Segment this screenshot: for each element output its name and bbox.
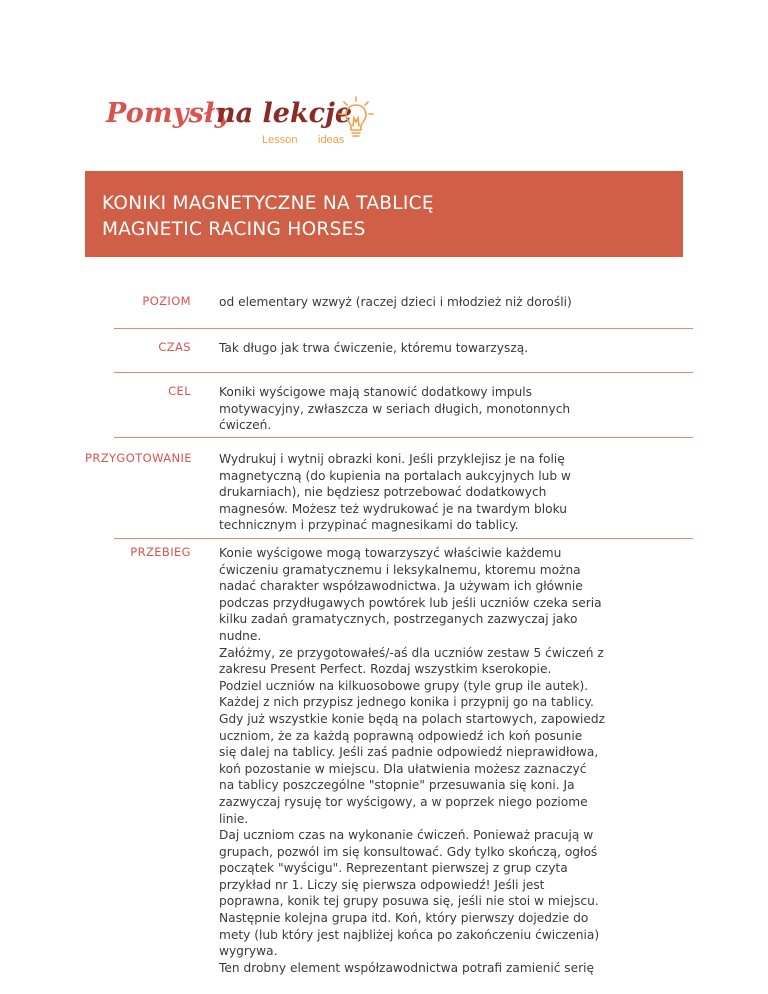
logo-sub-lesson: Lesson <box>262 134 298 146</box>
row-value-przebieg: Konie wyścigowe mogą towarzyszyć właściwie każdemu ćwiczeniu gramatycznemu i leksykalnemu, ktoremu można nadać charakter współzawodnictwa. Ja używam ich głównie podczas przydługawych powtórek lub jeśli uczniów czeka seria kilku zadań gramatycznych, postrzeganych zazwyczaj jako nudne. Załóżmy, ze przygotowałeś/-aś dla uczniów zestaw 5 ćwiczeń z zakresu Present Perfect. Rozdaj wszystkim kserokopie. Podziel uczniów na kilkuosobowe grupy (tyle grup ile autek). Każdej z nich przypisz jednego konika i przypnij go na tablicy. Gdy już wszystkie konie będą na polach startowych, zapowiedz uczniom, że za każdą poprawną odpowiedź ich koń posunie się dalej na tablicy. Jeśli zaś padnie odpowiedź nieprawidłowa, koń pozostanie w miejscu. Dla ułatwienia możesz zaznaczyć na tablicy poszczególne "stopnie" przesuwania się koni. Ja zazwyczaj rysuję tor wyścigowy, a w poprzek niego poziome linie. Daj uczniom czas na wykonanie ćwiczeń. Ponieważ pracują w grupach, pozwól im się konsultować. Gdy tylko skończą, ogłoś początek "wyścigu". Reprezentant pierwszej z grup czyta przykład nr 1. Liczy się pierwsza odpowiedź! Jeśli jest poprawna, konik tej grupy posuwa się, jeśli nie stoi w miejscu. Następnie kolejna grupa itd. Koń, który pierwszy dojedzie do mety (lub który jest najbliżej końca po zakończeniu ćwiczenia) wygrywa. Ten drobny element współzawodnictwa potrafi zamienić serię <box>219 546 606 975</box>
divider-1 <box>114 328 693 329</box>
row-label-czas: CZAS <box>158 340 191 354</box>
title-banner <box>85 171 683 257</box>
lightbulb-icon <box>338 96 374 146</box>
divider-4 <box>114 538 693 539</box>
row-label-przygotowanie: PRZYGOTOWANIE <box>85 451 192 465</box>
divider-3 <box>114 437 693 438</box>
logo-word-pomysly: Pomysły <box>106 98 231 129</box>
title-polish: KONIKI MAGNETYCZNE NA TABLICĘ <box>102 193 434 214</box>
row-przygotowanie-wrap <box>85 451 693 534</box>
row-czas-wrap <box>85 340 693 357</box>
row-value-poziom: od elementary wzwyż (raczej dzieci i młodzież niż dorośli) <box>219 295 572 309</box>
row-label-cel: CEL <box>168 384 191 398</box>
row-value-przygotowanie: Wydrukuj i wytnij obrazki koni. Jeśli przyklejisz je na folię magnetyczną (do kupienia na portalach aukcyjnych lub w drukarniach), nie będziesz potrzebować dodatkowych magnesów. Możesz też wydrukować je na twardym bloku technicznym i przypinać magnesikami do tablicy. <box>219 452 571 533</box>
row-cel-wrap <box>85 384 693 434</box>
logo-word-na-lekcje: na lekcje <box>216 98 353 129</box>
row-czas <box>85 340 693 357</box>
logo-sub-ideas: ideas <box>318 134 345 146</box>
row-value-czas: Tak długo jak trwa ćwiczenie, któremu towarzyszą. <box>219 341 529 355</box>
row-label-poziom: POZIOM <box>142 294 191 308</box>
row-label-przebieg: PRZEBIEG <box>130 545 191 559</box>
row-przebieg <box>85 545 693 976</box>
lesson-details <box>85 282 693 309</box>
title-english: MAGNETIC RACING HORSES <box>102 219 366 240</box>
logo <box>106 96 406 156</box>
row-cel <box>85 384 693 434</box>
row-przebieg-wrap <box>85 545 693 976</box>
row-poziom <box>85 294 693 311</box>
row-przygotowanie <box>85 451 693 534</box>
row-value-cel: Koniki wyścigowe mają stanowić dodatkowy impuls motywacyjny, zwłaszcza w seriach długich, monotonnych ćwiczeń. <box>219 385 571 433</box>
divider-2 <box>114 372 693 373</box>
